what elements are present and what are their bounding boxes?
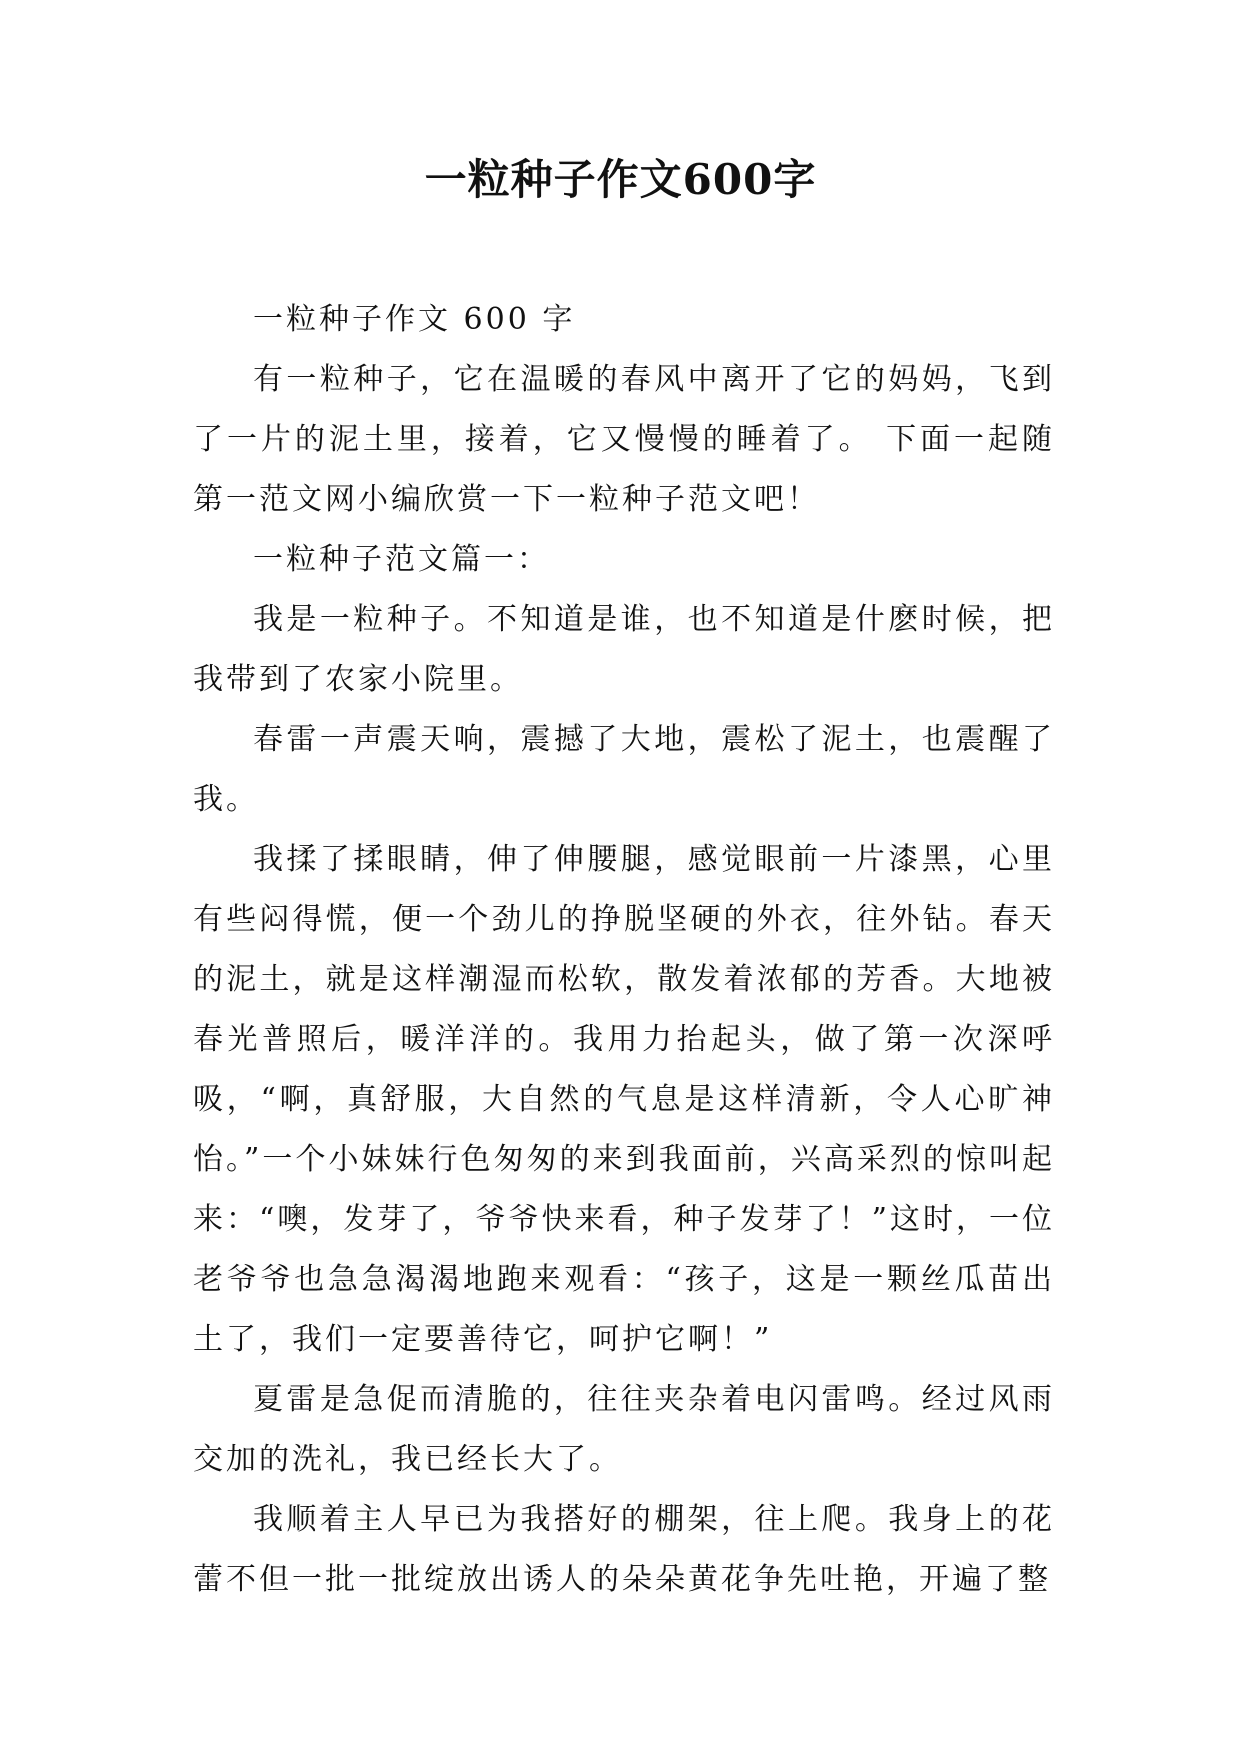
paragraph-intro: 有一粒种子，它在温暖的春风中离开了它的妈妈，飞到了一片的泥土里，接着，它又慢慢的睡着了。 下面一起随第一范文网小编欣赏一下一粒种子范文吧！ [193, 362, 1055, 517]
paragraph: 我是一粒种子。不知道是谁，也不知道是什麽时候，把我带到了农家小院里。 [193, 602, 1055, 697]
paragraph: 我揉了揉眼睛，伸了伸腰腿，感觉眼前一片漆黑，心里有些闷得慌，便一个劲儿的挣脱坚硬的外衣，往外钻。春天的泥土，就是这样潮湿而松软，散发着浓郁的芳香。大地被春光普照后，暖洋洋的。我用力抬起头，做了第一次深呼吸，“啊，真舒服，大自然的气息是这样清新，令人心旷神怡。”一个小妹妹行色匆匆的来到我面前，兴高采烈的惊叫起来：“噢，发芽了，爷爷快来看，种子发芽了！”这时，一位老爷爷也急急渴渴地跑来观看：“孩子，这是一颗丝瓜苗出土了，我们一定要善待它，呵护它啊！” [193, 842, 1055, 1357]
paragraph: 我顺着主人早已为我搭好的棚架，往上爬。我身上的花蕾不但一批一批绽放出诱人的朵朵黄花争先吐艳，开遍了整 [193, 1502, 1055, 1597]
paragraph-heading: 一粒种子作文 600 字 [253, 302, 576, 337]
paragraph: 春雷一声震天响，震撼了大地，震松了泥土，也震醒了我。 [193, 722, 1055, 817]
paragraph: 夏雷是急促而清脆的，往往夹杂着电闪雷鸣。经过风雨交加的洗礼，我已经长大了。 [193, 1382, 1055, 1477]
paragraph-section-title: 一粒种子范文篇一： [253, 542, 550, 577]
document-body [193, 290, 1055, 1610]
document-title: 一粒种子作文600字 [424, 155, 817, 204]
